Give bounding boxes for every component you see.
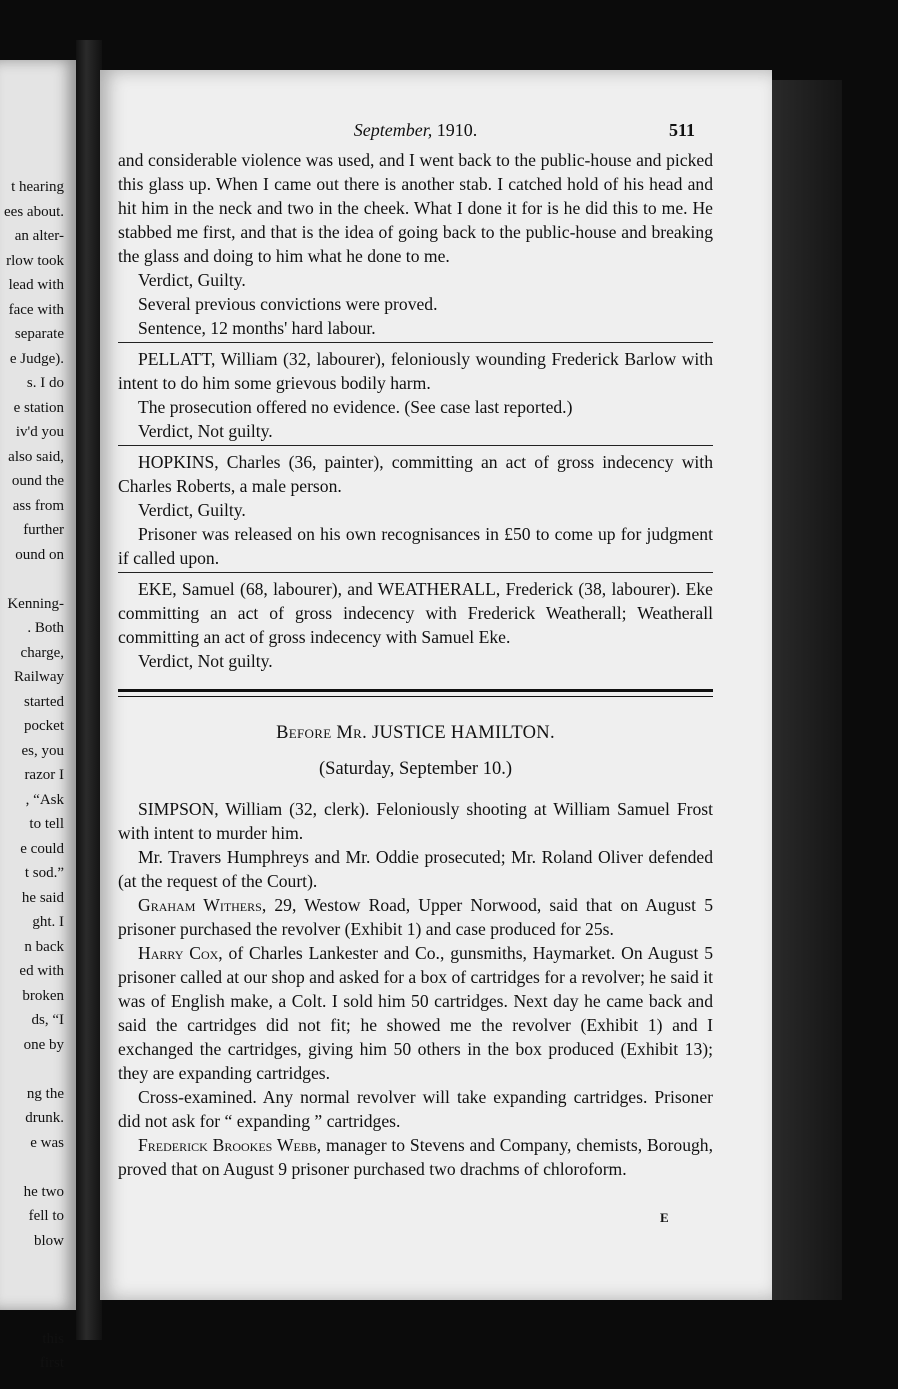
- facing-page-line: iv'd you: [15, 424, 64, 440]
- running-head-title: [118, 118, 713, 142]
- facing-page-line: [4, 1155, 64, 1180]
- facing-page-line: blow: [34, 1232, 64, 1249]
- case-heading: EKE, Samuel (68, labourer), and WEATHERALL, Frederick (38, labourer). Eke committing an act of gross indecency with Frederick Weatherall; Weatherall committing an act of gross indecency with Samuel Eke.: [118, 579, 713, 647]
- case-pellatt: [118, 347, 713, 443]
- witness-name: Frederick Brookes Webb,: [138, 1135, 322, 1155]
- facing-page-line: Kenning-: [7, 595, 64, 612]
- facing-page-line: separate: [14, 326, 64, 342]
- facing-page-line: , “Ask: [25, 791, 64, 808]
- witness-text: of Charles Lankester and Co., gunsmiths, Haymarket. On August 5 prisoner called at our shop and asked for a box of cartridges for a revolver; he said it was of English make, a Colt. I sold him 50 cartridges. Next day he came back and said the cartridges did not fit; he showed me the revolver (Exhibit 1) and I exchanged the cartridges, giving him 50 others in the box produced (Exhibit 13); they are expanding cartridges.: [118, 943, 713, 1083]
- cross-examination-paragraph: Cross-examined. Any normal revolver will take expanding cartridges. Prisoner did not ask for “ expanding ” cartridges.: [118, 1087, 713, 1131]
- facing-page: [0, 60, 78, 1371]
- facing-page-line: razor I: [24, 767, 64, 783]
- facing-page-line: started: [24, 693, 64, 710]
- case-eke: [118, 577, 713, 673]
- facing-page-line: this: [42, 1330, 64, 1347]
- verdict-line: Verdict, Guilty.: [138, 500, 246, 520]
- facing-page-line: e station: [13, 399, 64, 416]
- facing-page-line: charge,: [20, 644, 64, 661]
- facing-page-line: first: [39, 1355, 64, 1371]
- facing-page-line: [4, 567, 64, 592]
- facing-page-line: t sod.”: [24, 865, 64, 881]
- witness-text: manager to Stevens and Company, chemists, Borough, proved that on August 9 prisoner purchased two drachms of chloroform.: [118, 1135, 713, 1179]
- witness-text: 29, Westow Road, Upper Norwood, said that on August 5 prisoner purchased the revolver (Exhibit 1) and case produced for 25s.: [118, 895, 713, 939]
- witness-paragraph: [118, 893, 713, 941]
- facing-page-line: one by: [23, 1036, 64, 1053]
- facing-page-text: [4, 175, 64, 1376]
- facing-page-line: rlow took: [6, 252, 64, 269]
- facing-page-line: t hearing: [11, 179, 64, 195]
- facing-page-line: drunk.: [25, 1110, 64, 1126]
- facing-page-line: e was: [30, 1134, 64, 1151]
- sentence-line: Sentence, 12 months' hard labour.: [138, 318, 376, 338]
- case-divider: [118, 572, 713, 573]
- facing-page-line: ound the: [11, 473, 64, 489]
- witness-name: Harry Cox,: [138, 943, 223, 963]
- case-simpson: [118, 797, 713, 1181]
- facing-page-line: [4, 1302, 64, 1327]
- case-paragraph: Prisoner was released on his own recognisances in £50 to come up for judgment if called upon.: [118, 524, 713, 568]
- case-divider: [118, 445, 713, 446]
- facing-page-line: [4, 1253, 64, 1278]
- case-heading: HOPKINS, Charles (36, painter), committing an act of gross indecency with Charles Roberts, a male person.: [118, 452, 713, 496]
- continuation-paragraph: and considerable violence was used, and I went back to the public-house and picked this glass up. When I came out there is another stab. I catched hold of his head and hit him in the neck and two in the cheek. What I done it for is he did this to me. He stabbed me first, and that is the idea of going back to the public-house and breaking the glass and doing to him what he done to me.: [118, 150, 713, 266]
- header-year: 1910.: [436, 120, 478, 140]
- facing-page-line: e could: [20, 840, 64, 857]
- facing-page-line: also said,: [8, 448, 64, 465]
- judge-heading: [118, 721, 713, 745]
- judge-name: JUSTICE HAMILTON.: [371, 723, 555, 743]
- case-heading: PELLATT, William (32, labourer), feloniously wounding Frederick Barlow with intent to do him some grievous bodily harm.: [118, 349, 713, 393]
- facing-page-line: [4, 1057, 64, 1082]
- page-number: 511: [668, 120, 695, 140]
- book-gutter: [76, 40, 102, 1340]
- facing-page-line: Railway: [14, 669, 64, 685]
- facing-page-line: n back: [24, 938, 64, 955]
- section-divider: [118, 689, 713, 697]
- facing-page-line: es, you: [21, 742, 64, 759]
- verdict-line: Verdict, Not guilty.: [138, 651, 273, 671]
- page-edge: [772, 80, 842, 1300]
- case-paragraph: The prosecution offered no evidence. (See case last reported.): [138, 397, 573, 417]
- witness-name: Graham Withers,: [138, 895, 267, 915]
- judge-prefix: Before Mr.: [276, 723, 368, 743]
- case-divider: [118, 342, 713, 343]
- facing-page-line: pocket: [24, 718, 64, 734]
- verdict-line: Verdict, Not guilty.: [138, 421, 273, 441]
- facing-page-line: ass from: [12, 497, 64, 514]
- facing-page-line: . Both: [27, 620, 64, 636]
- convictions-line: Several previous convictions were proved.: [138, 294, 438, 314]
- page-content: [118, 118, 713, 1181]
- facing-page-line: ng the: [26, 1085, 64, 1102]
- facing-page-line: ds, “I: [31, 1012, 64, 1028]
- witness-paragraph: [118, 941, 713, 1085]
- date-heading: (Saturday, September 10.): [319, 759, 512, 779]
- facing-page-line: ed with: [19, 963, 64, 979]
- facing-page-line: s. I do: [26, 375, 64, 391]
- facing-page-line: e Judge).: [9, 350, 64, 367]
- facing-page-line: face with: [8, 301, 64, 318]
- facing-page-line: lead with: [8, 277, 64, 293]
- facing-page-line: he said: [21, 889, 64, 906]
- case-heading: SIMPSON, William (32, clerk). Feloniously shooting at William Samuel Frost with intent to murder him.: [118, 799, 713, 843]
- facing-page-line: ees about.: [4, 203, 64, 220]
- header-month: September,: [353, 120, 433, 140]
- facing-page-line: ound on: [15, 546, 64, 563]
- facing-page-line: to tell: [29, 816, 64, 832]
- counsel-paragraph: Mr. Travers Humphreys and Mr. Oddie prosecuted; Mr. Roland Oliver defended (at the request of the Court).: [118, 847, 713, 891]
- case-hopkins: [118, 450, 713, 570]
- signature-mark: E: [660, 1210, 669, 1225]
- facing-page-line: broken: [22, 987, 64, 1004]
- facing-page-line: an alter-: [14, 228, 64, 244]
- facing-page-line: further: [23, 522, 64, 538]
- verdict-line: Verdict, Guilty.: [138, 270, 246, 290]
- witness-paragraph: [118, 1133, 713, 1181]
- facing-page-line: ght. I: [32, 914, 64, 930]
- facing-page-line: he two: [23, 1183, 64, 1200]
- facing-page-line: [4, 1278, 64, 1303]
- running-head: [118, 118, 713, 148]
- facing-page-line: fell to: [28, 1208, 64, 1224]
